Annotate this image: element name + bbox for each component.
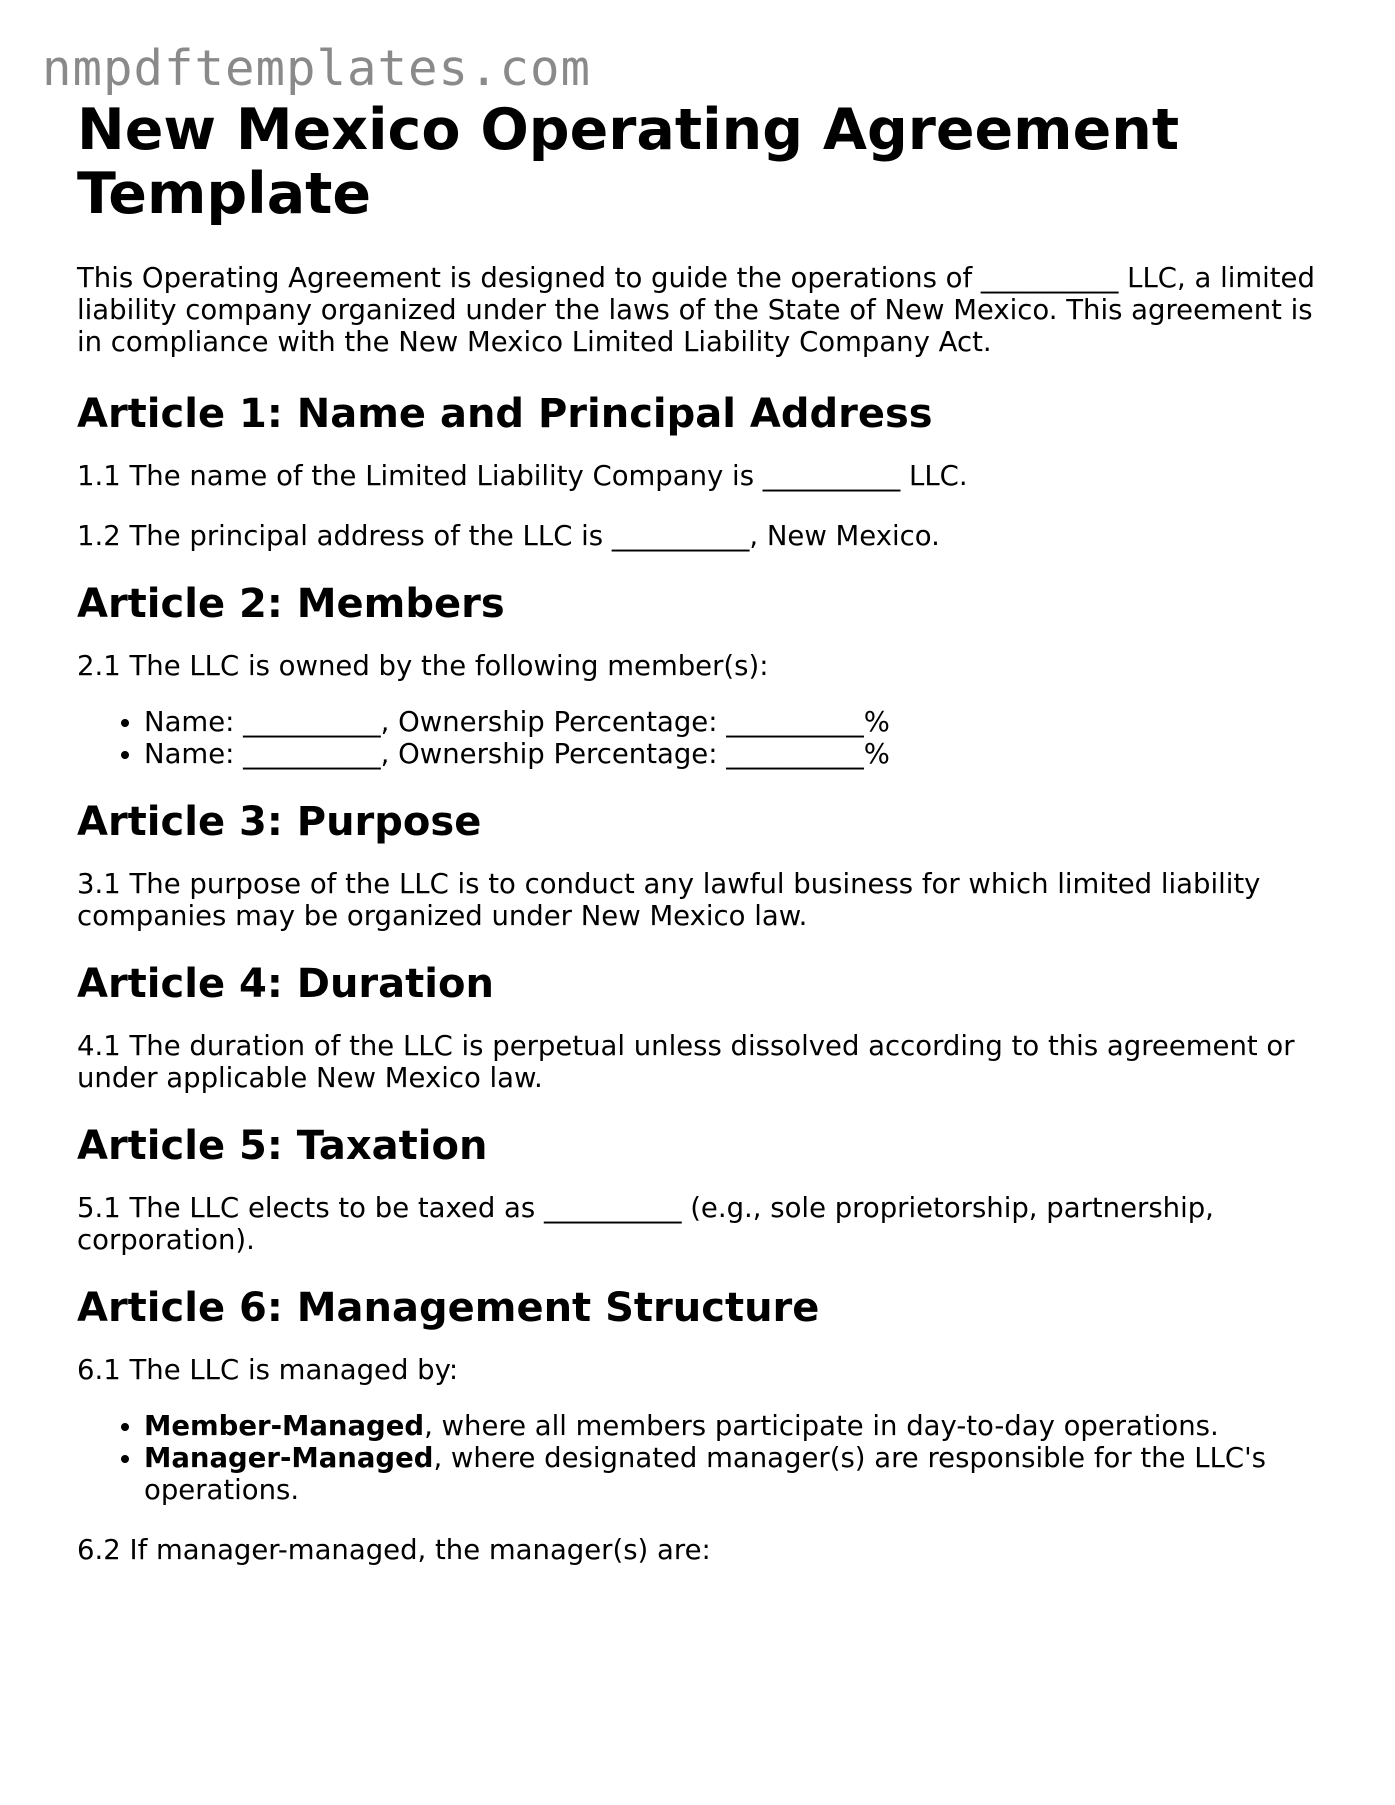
article-3-heading: Article 3: Purpose — [77, 799, 482, 845]
article-3 — [77, 798, 1317, 932]
member-list — [77, 706, 1317, 770]
page-title: New Mexico Operating Agreement Template — [77, 97, 1180, 227]
member-list-item: • Name: __________, Ownership Percentage: __________% — [144, 738, 1317, 770]
article-2-heading: Article 2: Members — [77, 581, 505, 627]
article-6-heading: Article 6: Management Structure — [77, 1285, 820, 1331]
article-2-clause-1: 2.1 The LLC is owned by the following member(s): — [77, 650, 769, 682]
article-5 — [77, 1122, 1317, 1256]
article-1 — [77, 390, 1317, 552]
management-option-term: Manager-Managed — [144, 1442, 434, 1474]
management-option-term: Member-Managed — [144, 1410, 425, 1442]
article-1-clause-1: 1.1 The name of the Limited Liability Company is __________ LLC. — [77, 460, 968, 492]
management-option — [144, 1442, 1317, 1506]
management-option-desc: , where designated manager(s) are responsible for the LLC's operations. — [144, 1442, 1266, 1506]
management-options-list — [77, 1410, 1317, 1506]
watermark: nmpdftemplates.com — [42, 40, 592, 97]
article-1-heading: Article 1: Name and Principal Address — [77, 391, 933, 437]
member-list-item: • Name: __________, Ownership Percentage: __________% — [144, 706, 1317, 738]
article-5-heading: Article 5: Taxation — [77, 1123, 488, 1169]
management-option — [144, 1410, 1317, 1442]
article-1-clause-2: 1.2 The principal address of the LLC is __________, New Mexico. — [77, 520, 940, 552]
article-6-clause-2: 6.2 If manager-managed, the manager(s) are: — [77, 1534, 711, 1566]
article-4-heading: Article 4: Duration — [77, 961, 494, 1007]
article-4-clause-1: 4.1 The duration of the LLC is perpetual unless dissolved according to this agreement or under applicable New Mexico law. — [77, 1030, 1295, 1094]
article-4 — [77, 960, 1317, 1094]
document-page — [77, 98, 1317, 1594]
article-5-clause-1: 5.1 The LLC elects to be taxed as __________ (e.g., sole proprietorship, partnership, corporation). — [77, 1192, 1214, 1256]
article-6-clause-1: 6.1 The LLC is managed by: — [77, 1354, 459, 1386]
article-2 — [77, 580, 1317, 770]
management-option-desc: , where all members participate in day-to-day operations. — [424, 1410, 1219, 1442]
intro-paragraph: This Operating Agreement is designed to guide the operations of __________ LLC, a limited liability company organized under the laws of the State of New Mexico. This agreement is in compliance with the New Mexico Limited Liability Company Act. — [77, 262, 1315, 358]
article-6 — [77, 1284, 1317, 1566]
article-3-clause-1: 3.1 The purpose of the LLC is to conduct any lawful business for which limited liability companies may be organized under New Mexico law. — [77, 868, 1261, 932]
